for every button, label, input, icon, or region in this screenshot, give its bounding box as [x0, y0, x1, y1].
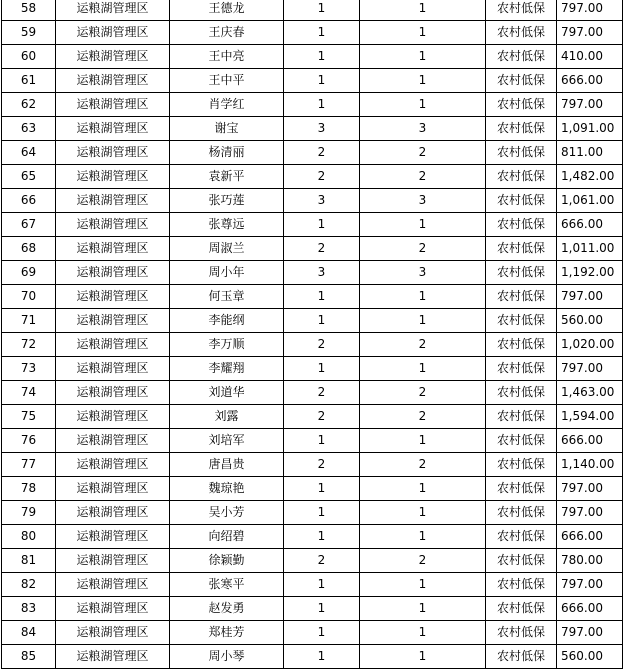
person-name: 魏琼艳 [170, 477, 284, 501]
table-row [2, 405, 623, 429]
row-number: 75 [2, 405, 56, 429]
row-number: 61 [2, 69, 56, 93]
area-name: 运粮湖管理区 [56, 405, 170, 429]
person-name: 李万顺 [170, 333, 284, 357]
table-row [2, 141, 623, 165]
person-count: 1 [360, 501, 486, 525]
assistance-type: 农村低保 [486, 93, 557, 117]
assistance-type: 农村低保 [486, 237, 557, 261]
household-count: 2 [284, 333, 360, 357]
person-name: 郑桂芳 [170, 621, 284, 645]
person-count: 1 [360, 93, 486, 117]
row-number: 79 [2, 501, 56, 525]
household-count: 1 [284, 69, 360, 93]
person-name: 吴小芳 [170, 501, 284, 525]
area-name: 运粮湖管理区 [56, 189, 170, 213]
person-count: 3 [360, 189, 486, 213]
amount: 666.00 [557, 597, 623, 621]
assistance-type: 农村低保 [486, 357, 557, 381]
amount: 797.00 [557, 501, 623, 525]
row-number: 67 [2, 213, 56, 237]
assistance-type: 农村低保 [486, 429, 557, 453]
amount: 666.00 [557, 213, 623, 237]
household-count: 2 [284, 405, 360, 429]
amount: 560.00 [557, 645, 623, 669]
assistance-type: 农村低保 [486, 597, 557, 621]
row-number: 62 [2, 93, 56, 117]
row-number: 64 [2, 141, 56, 165]
household-count: 1 [284, 525, 360, 549]
person-name: 李耀翔 [170, 357, 284, 381]
person-count: 1 [360, 597, 486, 621]
person-name: 刘道华 [170, 381, 284, 405]
table-row [2, 21, 623, 45]
assistance-type: 农村低保 [486, 261, 557, 285]
row-number: 74 [2, 381, 56, 405]
row-number: 60 [2, 45, 56, 69]
household-count: 1 [284, 213, 360, 237]
table-row [2, 165, 623, 189]
household-count: 1 [284, 21, 360, 45]
area-name: 运粮湖管理区 [56, 573, 170, 597]
row-number: 83 [2, 597, 56, 621]
assistance-type: 农村低保 [486, 69, 557, 93]
table-row [2, 237, 623, 261]
household-count: 2 [284, 165, 360, 189]
household-count: 2 [284, 453, 360, 477]
area-name: 运粮湖管理区 [56, 93, 170, 117]
area-name: 运粮湖管理区 [56, 525, 170, 549]
assistance-type: 农村低保 [486, 381, 557, 405]
household-count: 1 [284, 285, 360, 309]
area-name: 运粮湖管理区 [56, 237, 170, 261]
area-name: 运粮湖管理区 [56, 117, 170, 141]
area-name: 运粮湖管理区 [56, 0, 170, 21]
person-count: 2 [360, 381, 486, 405]
amount: 797.00 [557, 357, 623, 381]
person-count: 1 [360, 21, 486, 45]
table-row [2, 453, 623, 477]
amount: 1,011.00 [557, 237, 623, 261]
row-number: 81 [2, 549, 56, 573]
area-name: 运粮湖管理区 [56, 621, 170, 645]
household-count: 1 [284, 621, 360, 645]
person-count: 1 [360, 357, 486, 381]
person-count: 2 [360, 453, 486, 477]
amount: 780.00 [557, 549, 623, 573]
area-name: 运粮湖管理区 [56, 69, 170, 93]
person-name: 向绍碧 [170, 525, 284, 549]
table-row [2, 429, 623, 453]
area-name: 运粮湖管理区 [56, 213, 170, 237]
area-name: 运粮湖管理区 [56, 501, 170, 525]
row-number: 73 [2, 357, 56, 381]
person-count: 3 [360, 117, 486, 141]
household-count: 1 [284, 477, 360, 501]
person-count: 2 [360, 405, 486, 429]
person-name: 杨清丽 [170, 141, 284, 165]
area-name: 运粮湖管理区 [56, 429, 170, 453]
area-name: 运粮湖管理区 [56, 597, 170, 621]
person-name: 周小琴 [170, 645, 284, 669]
amount: 1,061.00 [557, 189, 623, 213]
row-number: 85 [2, 645, 56, 669]
amount: 797.00 [557, 93, 623, 117]
person-name: 唐昌贵 [170, 453, 284, 477]
assistance-type: 农村低保 [486, 165, 557, 189]
assistance-type: 农村低保 [486, 141, 557, 165]
area-name: 运粮湖管理区 [56, 333, 170, 357]
person-count: 1 [360, 69, 486, 93]
person-count: 1 [360, 213, 486, 237]
area-name: 运粮湖管理区 [56, 645, 170, 669]
amount: 811.00 [557, 141, 623, 165]
person-count: 1 [360, 429, 486, 453]
amount: 410.00 [557, 45, 623, 69]
area-name: 运粮湖管理区 [56, 357, 170, 381]
amount: 797.00 [557, 21, 623, 45]
assistance-type: 农村低保 [486, 453, 557, 477]
table-row [2, 357, 623, 381]
table-row [2, 525, 623, 549]
person-count: 1 [360, 525, 486, 549]
person-name: 徐颖勤 [170, 549, 284, 573]
household-count: 2 [284, 381, 360, 405]
person-count: 2 [360, 333, 486, 357]
area-name: 运粮湖管理区 [56, 21, 170, 45]
assistance-type: 农村低保 [486, 45, 557, 69]
amount: 1,594.00 [557, 405, 623, 429]
table-row [2, 69, 623, 93]
area-name: 运粮湖管理区 [56, 549, 170, 573]
table-row [2, 549, 623, 573]
person-name: 王庆春 [170, 21, 284, 45]
table-row [2, 573, 623, 597]
table-row [2, 0, 623, 21]
household-count: 1 [284, 501, 360, 525]
household-count: 1 [284, 597, 360, 621]
row-number: 65 [2, 165, 56, 189]
household-count: 1 [284, 429, 360, 453]
amount: 1,192.00 [557, 261, 623, 285]
person-count: 1 [360, 621, 486, 645]
person-name: 谢宝 [170, 117, 284, 141]
table-row [2, 117, 623, 141]
household-count: 3 [284, 189, 360, 213]
person-name: 王德龙 [170, 0, 284, 21]
person-count: 1 [360, 309, 486, 333]
row-number: 84 [2, 621, 56, 645]
household-count: 1 [284, 93, 360, 117]
person-count: 3 [360, 261, 486, 285]
household-count: 1 [284, 573, 360, 597]
person-name: 刘培军 [170, 429, 284, 453]
person-count: 1 [360, 477, 486, 501]
person-count: 1 [360, 645, 486, 669]
row-number: 72 [2, 333, 56, 357]
assistance-type: 农村低保 [486, 189, 557, 213]
person-count: 2 [360, 165, 486, 189]
area-name: 运粮湖管理区 [56, 309, 170, 333]
person-count: 1 [360, 285, 486, 309]
row-number: 76 [2, 429, 56, 453]
row-number: 82 [2, 573, 56, 597]
household-count: 1 [284, 645, 360, 669]
assistance-type: 农村低保 [486, 213, 557, 237]
assistance-type: 农村低保 [486, 285, 557, 309]
household-count: 2 [284, 141, 360, 165]
person-count: 1 [360, 573, 486, 597]
person-name: 袁新平 [170, 165, 284, 189]
table-row [2, 501, 623, 525]
area-name: 运粮湖管理区 [56, 141, 170, 165]
household-count: 3 [284, 117, 360, 141]
table-row [2, 189, 623, 213]
person-name: 肖学红 [170, 93, 284, 117]
table-row [2, 261, 623, 285]
household-count: 1 [284, 357, 360, 381]
person-count: 1 [360, 0, 486, 21]
row-number: 77 [2, 453, 56, 477]
table-row [2, 285, 623, 309]
area-name: 运粮湖管理区 [56, 285, 170, 309]
amount: 1,091.00 [557, 117, 623, 141]
person-name: 何玉章 [170, 285, 284, 309]
person-name: 王中亮 [170, 45, 284, 69]
household-count: 2 [284, 237, 360, 261]
person-name: 李能纲 [170, 309, 284, 333]
person-name: 周小年 [170, 261, 284, 285]
person-name: 王中平 [170, 69, 284, 93]
table-row [2, 477, 623, 501]
row-number: 58 [2, 0, 56, 21]
row-number: 63 [2, 117, 56, 141]
area-name: 运粮湖管理区 [56, 453, 170, 477]
amount: 666.00 [557, 429, 623, 453]
assistance-type: 农村低保 [486, 405, 557, 429]
person-count: 1 [360, 45, 486, 69]
amount: 1,140.00 [557, 453, 623, 477]
table-row [2, 621, 623, 645]
assistance-table [1, 0, 623, 669]
table-body [2, 0, 623, 669]
row-number: 80 [2, 525, 56, 549]
area-name: 运粮湖管理区 [56, 381, 170, 405]
person-name: 张寒平 [170, 573, 284, 597]
table-row [2, 333, 623, 357]
area-name: 运粮湖管理区 [56, 477, 170, 501]
person-name: 周淑兰 [170, 237, 284, 261]
assistance-type: 农村低保 [486, 525, 557, 549]
amount: 1,020.00 [557, 333, 623, 357]
row-number: 71 [2, 309, 56, 333]
area-name: 运粮湖管理区 [56, 45, 170, 69]
table-row [2, 213, 623, 237]
amount: 560.00 [557, 309, 623, 333]
assistance-type: 农村低保 [486, 501, 557, 525]
assistance-type: 农村低保 [486, 21, 557, 45]
person-name: 张巧莲 [170, 189, 284, 213]
row-number: 70 [2, 285, 56, 309]
area-name: 运粮湖管理区 [56, 261, 170, 285]
amount: 797.00 [557, 573, 623, 597]
assistance-type: 农村低保 [486, 549, 557, 573]
amount: 797.00 [557, 621, 623, 645]
row-number: 78 [2, 477, 56, 501]
assistance-type: 农村低保 [486, 621, 557, 645]
person-count: 2 [360, 237, 486, 261]
person-name: 赵发勇 [170, 597, 284, 621]
household-count: 1 [284, 309, 360, 333]
person-count: 2 [360, 549, 486, 573]
amount: 1,463.00 [557, 381, 623, 405]
assistance-type: 农村低保 [486, 573, 557, 597]
amount: 1,482.00 [557, 165, 623, 189]
assistance-type: 农村低保 [486, 645, 557, 669]
area-name: 运粮湖管理区 [56, 165, 170, 189]
household-count: 1 [284, 0, 360, 21]
table-row [2, 93, 623, 117]
assistance-type: 农村低保 [486, 117, 557, 141]
table-row [2, 45, 623, 69]
row-number: 59 [2, 21, 56, 45]
amount: 797.00 [557, 0, 623, 21]
amount: 666.00 [557, 525, 623, 549]
assistance-type: 农村低保 [486, 477, 557, 501]
table-row [2, 309, 623, 333]
assistance-type: 农村低保 [486, 0, 557, 21]
row-number: 69 [2, 261, 56, 285]
assistance-type: 农村低保 [486, 333, 557, 357]
person-name: 张尊远 [170, 213, 284, 237]
person-name: 刘露 [170, 405, 284, 429]
row-number: 66 [2, 189, 56, 213]
household-count: 2 [284, 549, 360, 573]
household-count: 3 [284, 261, 360, 285]
table-row [2, 645, 623, 669]
row-number: 68 [2, 237, 56, 261]
table-row [2, 597, 623, 621]
amount: 666.00 [557, 69, 623, 93]
household-count: 1 [284, 45, 360, 69]
assistance-type: 农村低保 [486, 309, 557, 333]
person-count: 2 [360, 141, 486, 165]
table-row [2, 381, 623, 405]
amount: 797.00 [557, 285, 623, 309]
amount: 797.00 [557, 477, 623, 501]
